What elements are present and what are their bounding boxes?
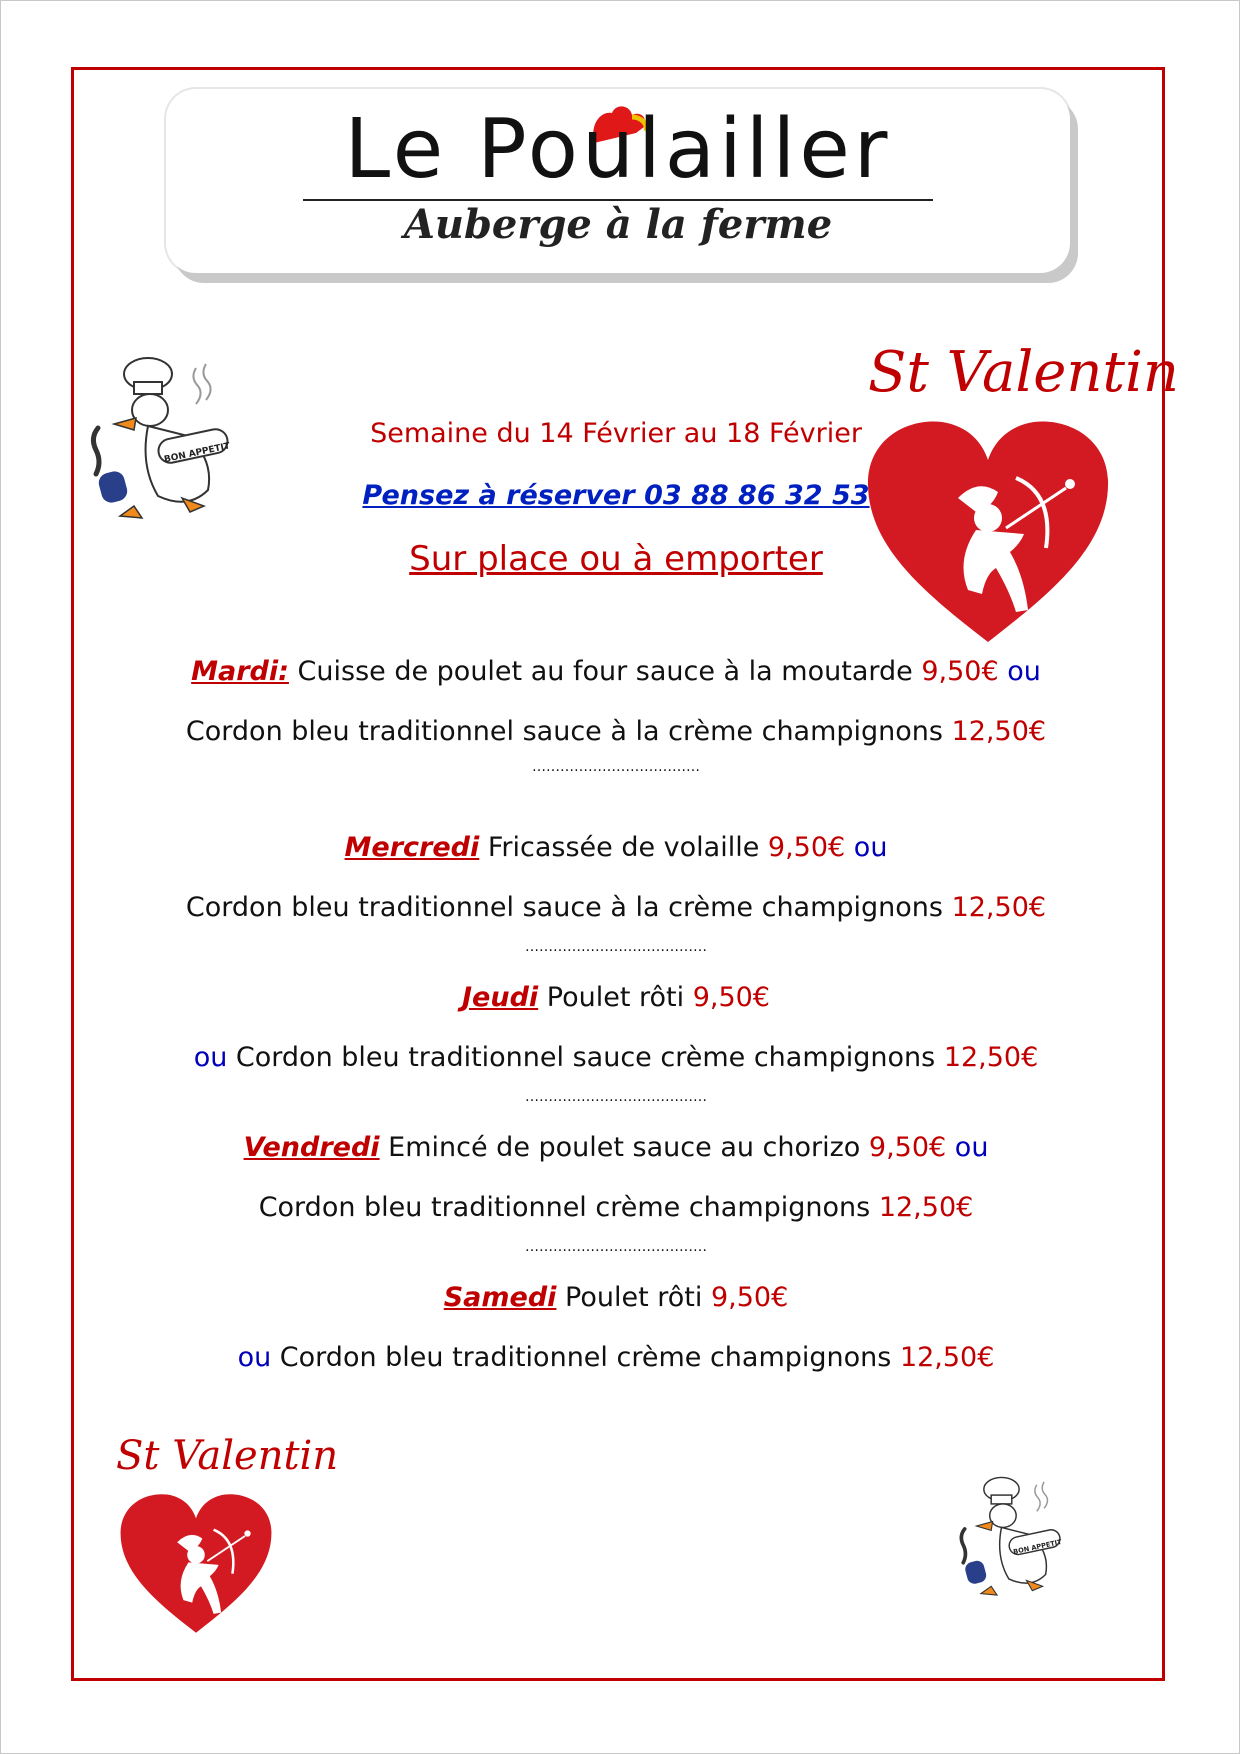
dish-vendredi-1: Emincé de poulet sauce au chorizo <box>379 1132 869 1163</box>
or-samedi: ou <box>237 1342 272 1373</box>
price-jeudi-1: 9,50€ <box>692 982 770 1013</box>
dish-samedi-1: Poulet rôti <box>556 1282 711 1313</box>
price-vendredi-2: 12,50€ <box>878 1192 974 1223</box>
badge-label: BON APPETIT <box>1012 1537 1063 1557</box>
logo-panel <box>166 89 1070 273</box>
menu-mercredi-line2 <box>71 894 1161 921</box>
service-heading: Sur place ou à emporter <box>409 539 823 579</box>
badge-label: BON APPETIT <box>163 441 232 466</box>
or-mercredi: ou <box>845 832 888 863</box>
valentin-label-bottom: St Valentin <box>116 1433 339 1479</box>
day-label-vendredi: Vendredi <box>243 1132 380 1163</box>
menu-samedi-line1 <box>71 1284 1161 1311</box>
day-label-mardi: Mardi: <box>191 656 289 687</box>
dish-vendredi-2: Cordon bleu traditionnel crème champignons <box>258 1192 879 1223</box>
price-mardi-1: 9,50€ <box>921 656 999 687</box>
separator: ………………………………… <box>525 939 707 955</box>
menu-mardi-line1 <box>71 658 1161 685</box>
menu-jeudi-line2 <box>71 1044 1161 1071</box>
price-vendredi-1: 9,50€ <box>868 1132 947 1163</box>
menu-jeudi-line1 <box>71 984 1161 1011</box>
or-mardi: ou <box>998 656 1041 687</box>
logo-subtitle: Auberge à la ferme <box>403 201 833 248</box>
price-mercredi-1: 9,50€ <box>767 832 846 863</box>
day-label-mercredi: Mercredi <box>344 832 480 863</box>
menu-mercredi-line1 <box>71 834 1161 861</box>
separator: ……………………………… <box>532 759 700 775</box>
separator: ………………………………… <box>525 1239 707 1255</box>
menu-vendredi-line2 <box>71 1194 1161 1221</box>
dish-mercredi-1: Fricassée de volaille <box>479 832 768 863</box>
valentin-label-top: St Valentin <box>868 340 1179 405</box>
week-dates: Semaine du 14 Février au 18 Février <box>370 418 862 449</box>
price-mardi-2: 12,50€ <box>951 716 1047 747</box>
price-samedi-2: 12,50€ <box>899 1342 995 1373</box>
price-jeudi-2: 12,50€ <box>943 1042 1039 1073</box>
separator: ………………………………… <box>525 1089 707 1105</box>
dish-mercredi-2: Cordon bleu traditionnel sauce à la crème champignons <box>185 892 952 923</box>
day-label-jeudi: Jeudi <box>462 982 539 1013</box>
service-line <box>71 539 1161 579</box>
menu-mardi-line2 <box>71 718 1161 745</box>
dish-jeudi-2: Cordon bleu traditionnel sauce crème champignons <box>227 1042 944 1073</box>
or-vendredi: ou <box>946 1132 989 1163</box>
logo-title: Le Poulailler <box>344 102 892 197</box>
heart-cupid-icon <box>866 418 1110 644</box>
dish-jeudi-1: Poulet rôti <box>538 982 693 1013</box>
dish-samedi-2: Cordon bleu traditionnel crème champignons <box>271 1342 900 1373</box>
reservation-line <box>71 482 1161 509</box>
price-mercredi-2: 12,50€ <box>951 892 1047 923</box>
reservation-phone-link[interactable]: Pensez à réserver 03 88 86 32 53 <box>362 480 870 511</box>
chef-goose-icon <box>950 1470 1075 1604</box>
menu-vendredi-line1 <box>71 1134 1161 1161</box>
or-jeudi: ou <box>193 1042 228 1073</box>
dish-mardi-1: Cuisse de poulet au four sauce à la moutarde <box>288 656 922 687</box>
day-label-samedi: Samedi <box>443 1282 557 1313</box>
price-samedi-1: 9,50€ <box>710 1282 789 1313</box>
menu-samedi-line2 <box>71 1344 1161 1371</box>
heart-cupid-icon <box>114 1492 278 1634</box>
dish-mardi-2: Cordon bleu traditionnel sauce à la crème champignons <box>185 716 952 747</box>
